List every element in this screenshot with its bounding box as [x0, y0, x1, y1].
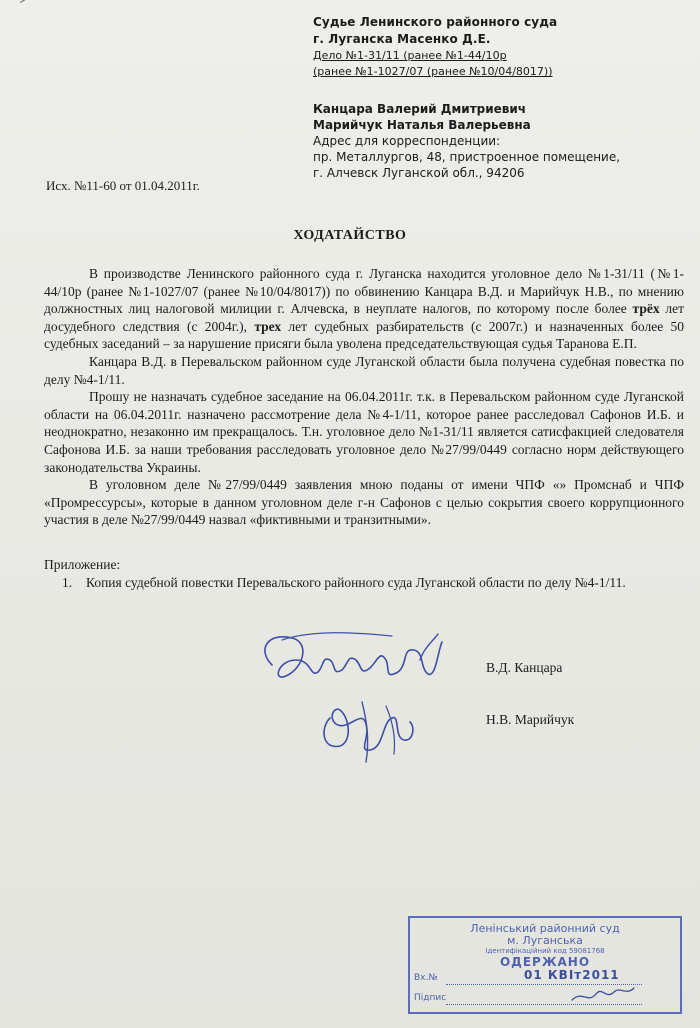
stamp-city: м. Луганська	[507, 934, 583, 947]
stamp-signature	[568, 978, 638, 1008]
appendix-block	[44, 556, 684, 591]
address-line2: г. Алчевск Луганской обл., 94206	[313, 166, 525, 180]
corner-pen-mark	[20, 0, 53, 15]
paragraph-1-bold-a: трёх	[632, 301, 660, 317]
signature-name-1: В.Д. Канцара	[486, 660, 563, 675]
paragraph-1-part-c: лет досудебного следствия (с 2004г.),	[44, 301, 684, 334]
addressee-line1: Судье Ленинского районного суда	[313, 15, 558, 29]
paragraph-1	[44, 265, 684, 353]
addressee-line2: г. Луганска Масенко Д.Е.	[313, 32, 491, 46]
sender-name1: Канцара Валерий Дмитриевич	[313, 102, 527, 116]
document-body	[44, 265, 684, 529]
stamp-title: ОДЕРЖАНО	[499, 955, 591, 969]
sender-block	[313, 101, 673, 181]
paragraph-3: Прошу не назначать судебное заседание на 06.04.2011г. т.к. в Перевальском районном суде Луганской области на 06.04.2011г. назначено рассмотрение дела №4-1/11, которое ранее расследовал Сафонов И.Б. и неоднократно, незаконно им прекращалось. Т.н. уголовное дело №1-31/11 является сатисфакцией следователя Сафонова И.Б. за наши требования расследовать уголовное дело №27/99/0449 согласно норм действующего законодательства Украины.	[44, 389, 684, 475]
signature-name-2: Н.В. Марийчук	[486, 712, 575, 727]
case-number-line2: (ранее №1-1027/07 (ранее №10/04/8017))	[313, 65, 553, 78]
sender-name2: Марийчук Наталья Валерьевна	[313, 118, 531, 132]
addressee-block	[313, 14, 673, 80]
stamp-court-name: Ленінський районний суд	[470, 922, 620, 935]
outgoing-number: Исх. №11-60 от 01.04.2011г.	[46, 178, 200, 193]
address-line1: пр. Металлургов, 48, пристроенное помещение,	[313, 150, 621, 164]
paragraph-1-bold-b: трех	[254, 318, 282, 334]
paragraph-1-part-e: лет судебных разбирательств (с 2007г.) и назначенных более 50 судебных заседаний – за нарушение присяги была уволена председательствующая судья Таранова Е.П.	[44, 318, 684, 352]
appendix-label: Приложение:	[44, 557, 121, 572]
appendix-item-number: 1.	[62, 574, 73, 590]
stamp-label-in: Вх.№	[414, 973, 438, 983]
court-received-stamp	[408, 916, 682, 1014]
document-title: ХОДАТАЙСТВО	[293, 228, 407, 243]
stamp-label-signature: Підпис	[414, 993, 447, 1003]
stamp-date: 01 КВІт2011	[524, 968, 620, 982]
stamp-code: Ідентифікаційний код 59081768	[485, 947, 605, 955]
signature-mariychuk	[300, 688, 440, 768]
case-number-line1: Дело №1-31/11 (ранее №1-44/10р	[313, 49, 507, 62]
appendix-item-text: Копия судебной повестки Перевальского районного суда Луганской области по делу №4-1/11.	[86, 574, 626, 590]
appendix-item	[44, 574, 684, 592]
paragraph-1-part-a: В производстве Ленинского районного суда г. Луганска находится уголовное дело №1-31/11 (№1-44/10р (ранее №1-1027/07 (ранее №10/04/8017)) по обвинению Канцара В.Д. и Марийчук Н.В., по мнению должностных лиц налоговой милиции г. Алчевска, в неуплате налогов, по которому после более	[44, 266, 684, 317]
address-label: Адрес для корреспонденции:	[313, 134, 501, 148]
paragraph-4: В уголовном деле №27/99/0449 заявления мною поданы от имени ЧПФ «» Промснаб и ЧПФ «Промрессурсы», которые в данном уголовном деле г-н Сафонов с целью сокрытия своего коррупционного участия в деле №27/99/0449 назвал «фиктивными и транзитными».	[44, 477, 684, 528]
paragraph-2: Канцара В.Д. в Перевальском районном суде Луганской области была получена судебная повестка по делу №4-1/11.	[44, 353, 684, 387]
